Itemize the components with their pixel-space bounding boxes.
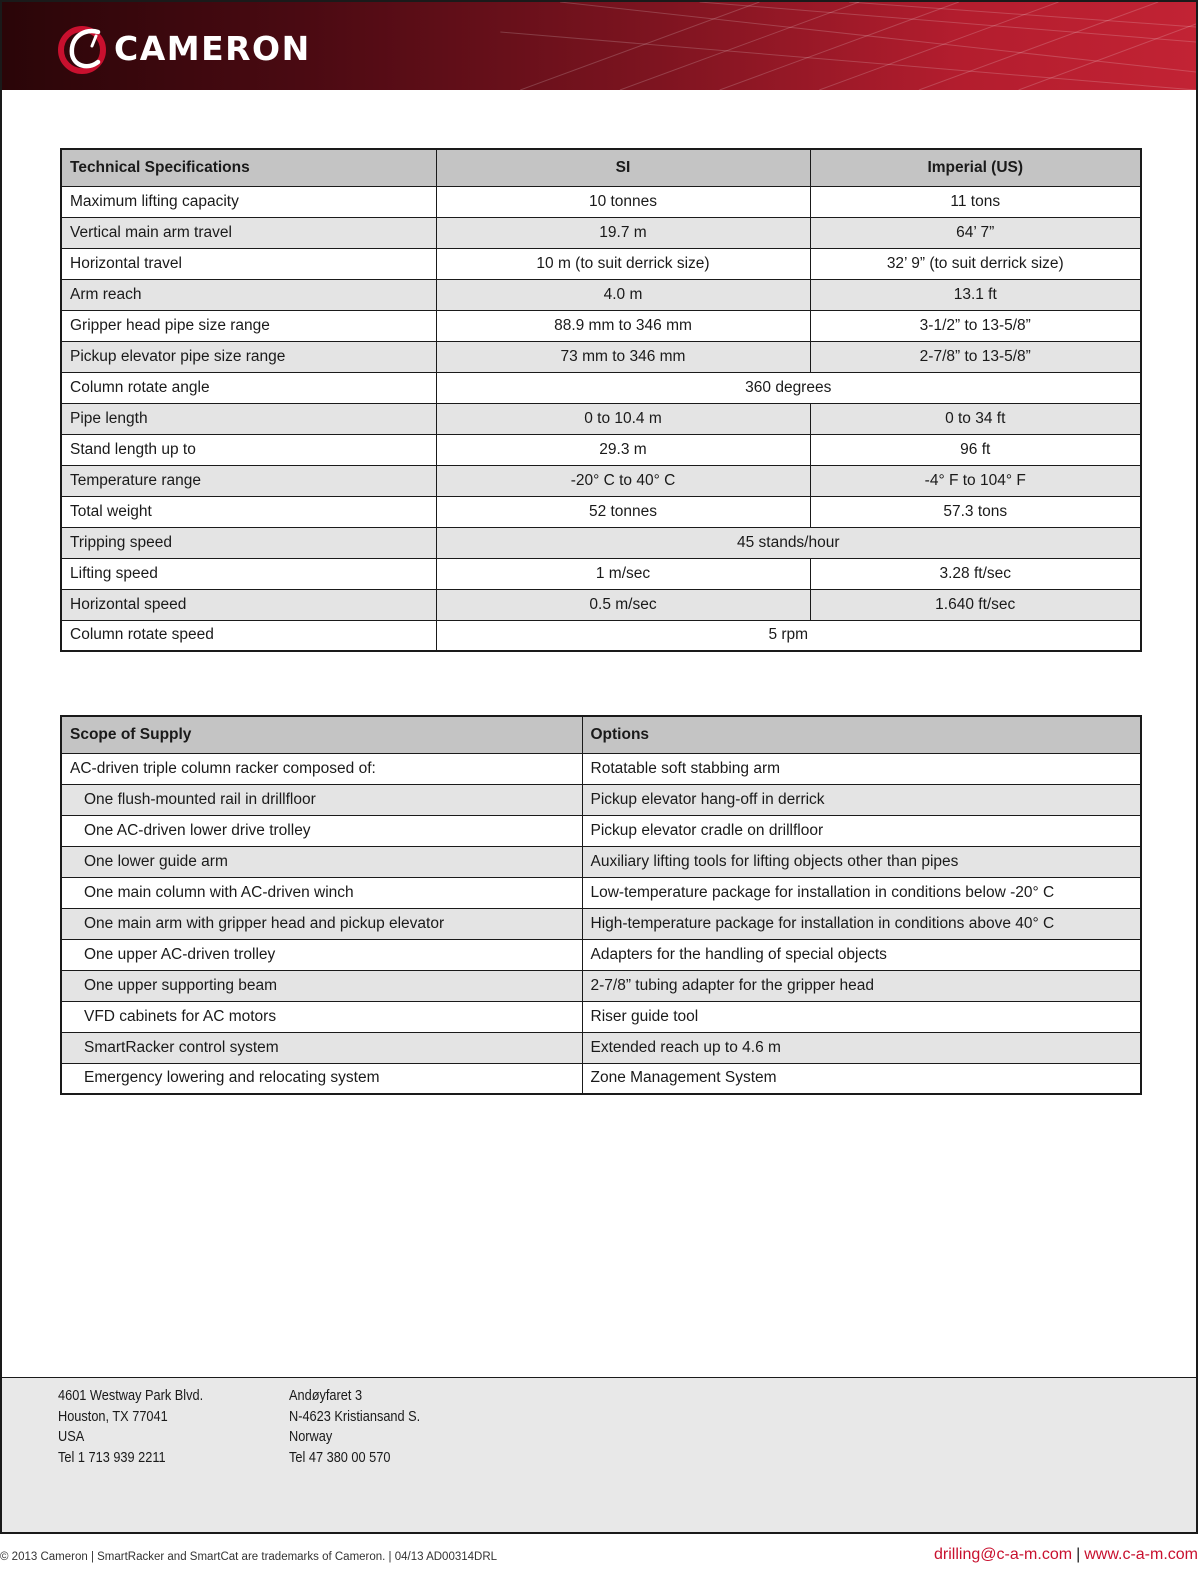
spec-imperial-value: 0 to 34 ft — [810, 403, 1141, 434]
technical-specifications-table — [60, 148, 1142, 652]
spec-merged-value: 5 rpm — [436, 620, 1141, 651]
spec-imperial-value: 57.3 tons — [810, 496, 1141, 527]
scope-item: One lower guide arm — [61, 846, 582, 877]
spec-imperial-value: 96 ft — [810, 434, 1141, 465]
cameron-logo — [58, 22, 311, 74]
footer-address-panel — [2, 1377, 1196, 1534]
option-item: Rotatable soft stabbing arm — [582, 753, 1141, 784]
table-row — [61, 939, 1141, 970]
address-line: Houston, TX 77041 — [58, 1408, 168, 1425]
spec-label: Arm reach — [61, 279, 436, 310]
option-item: Auxiliary lifting tools for lifting objects other than pipes — [582, 846, 1141, 877]
address-phone: Tel 1 713 939 2211 — [58, 1449, 166, 1466]
column-header: Technical Specifications — [61, 149, 436, 186]
cameron-logo-icon — [58, 22, 110, 74]
spec-si-value: 4.0 m — [436, 279, 810, 310]
option-item: Adapters for the handling of special objects — [582, 939, 1141, 970]
contact-links — [934, 1546, 1198, 1564]
brand-name: CAMERON — [114, 28, 311, 68]
spec-si-value: 52 tonnes — [436, 496, 810, 527]
spec-label: Total weight — [61, 496, 436, 527]
table-row — [61, 970, 1141, 1001]
spec-label: Stand length up to — [61, 434, 436, 465]
email-link[interactable]: drilling@c-a-m.com — [934, 1546, 1073, 1563]
spec-label: Temperature range — [61, 465, 436, 496]
column-header: Imperial (US) — [810, 149, 1141, 186]
address-kristiansand — [289, 1386, 438, 1468]
table-row — [61, 217, 1141, 248]
scope-item: One main column with AC-driven winch — [61, 877, 582, 908]
scope-of-supply-table — [60, 715, 1142, 1095]
table-row — [61, 279, 1141, 310]
option-item: High-temperature package for installation in conditions above 40° C — [582, 908, 1141, 939]
table-row — [61, 846, 1141, 877]
spec-label: Pipe length — [61, 403, 436, 434]
address-line: Andøyfaret 3 — [289, 1388, 363, 1404]
scope-item: Emergency lowering and relocating system — [61, 1063, 582, 1094]
table-row — [61, 1032, 1141, 1063]
spec-imperial-value: 3.28 ft/sec — [810, 558, 1141, 589]
option-item: Zone Management System — [582, 1063, 1141, 1094]
spec-label: Vertical main arm travel — [61, 217, 436, 248]
table-row — [61, 784, 1141, 815]
spec-imperial-value: 13.1 ft — [810, 279, 1141, 310]
table-row — [61, 620, 1141, 651]
spec-imperial-value: 64’ 7” — [810, 217, 1141, 248]
option-item: Pickup elevator hang-off in derrick — [582, 784, 1141, 815]
address-phone: Tel 47 380 00 570 — [289, 1449, 391, 1466]
header-banner — [2, 2, 1196, 90]
spec-si-value: 0.5 m/sec — [436, 589, 810, 620]
address-line: 4601 Westway Park Blvd. — [58, 1388, 204, 1404]
spec-si-value: 10 m (to suit derrick size) — [436, 248, 810, 279]
address-line: Norway — [289, 1429, 333, 1445]
table-row — [61, 248, 1141, 279]
column-header: Scope of Supply — [61, 716, 582, 753]
spec-merged-value: 360 degrees — [436, 372, 1141, 403]
spec-si-value: 19.7 m — [436, 217, 810, 248]
column-header: Options — [582, 716, 1141, 753]
spec-merged-value: 45 stands/hour — [436, 527, 1141, 558]
spec-imperial-value: 11 tons — [810, 186, 1141, 217]
table-row — [61, 589, 1141, 620]
spec-imperial-value: 32’ 9” (to suit derrick size) — [810, 248, 1141, 279]
scope-item: One main arm with gripper head and pickup elevator — [61, 908, 582, 939]
table-row — [61, 341, 1141, 372]
table-row — [61, 877, 1141, 908]
address-houston — [58, 1386, 223, 1468]
scope-item: SmartRacker control system — [61, 1032, 582, 1063]
spec-label: Gripper head pipe size range — [61, 310, 436, 341]
scope-item: One upper supporting beam — [61, 970, 582, 1001]
table-row — [61, 403, 1141, 434]
table-row — [61, 372, 1141, 403]
scope-item: One upper AC-driven trolley — [61, 939, 582, 970]
scope-item: AC-driven triple column racker composed of: — [61, 753, 582, 784]
scope-item: VFD cabinets for AC motors — [61, 1001, 582, 1032]
column-header: SI — [436, 149, 810, 186]
spec-label: Column rotate speed — [61, 620, 436, 651]
spec-si-value: 0 to 10.4 m — [436, 403, 810, 434]
table-row — [61, 908, 1141, 939]
table-row — [61, 558, 1141, 589]
spec-imperial-value: -4° F to 104° F — [810, 465, 1141, 496]
table-row — [61, 465, 1141, 496]
table-row — [61, 1063, 1141, 1094]
table-row — [61, 815, 1141, 846]
website-link[interactable]: www.c-a-m.com — [1084, 1546, 1198, 1563]
spec-label: Pickup elevator pipe size range — [61, 341, 436, 372]
spec-imperial-value: 3-1/2” to 13-5/8” — [810, 310, 1141, 341]
table-row — [61, 496, 1141, 527]
scope-item: One AC-driven lower drive trolley — [61, 815, 582, 846]
address-line: N-4623 Kristiansand S. — [289, 1408, 421, 1425]
table-row — [61, 310, 1141, 341]
contact-separator: | — [1076, 1546, 1081, 1563]
spec-label: Lifting speed — [61, 558, 436, 589]
table-header-row — [61, 149, 1141, 186]
table-row — [61, 1001, 1141, 1032]
spec-si-value: 73 mm to 346 mm — [436, 341, 810, 372]
spec-si-value: 1 m/sec — [436, 558, 810, 589]
spec-label: Horizontal speed — [61, 589, 436, 620]
spec-label: Horizontal travel — [61, 248, 436, 279]
scope-item: One flush-mounted rail in drillfloor — [61, 784, 582, 815]
option-item: Low-temperature package for installation in conditions below -20° C — [582, 877, 1141, 908]
table-row — [61, 753, 1141, 784]
spec-label: Tripping speed — [61, 527, 436, 558]
table-row — [61, 186, 1141, 217]
spec-label: Column rotate angle — [61, 372, 436, 403]
table-row — [61, 527, 1141, 558]
option-item: 2-7/8” tubing adapter for the gripper head — [582, 970, 1141, 1001]
address-line: USA — [58, 1429, 85, 1445]
spec-label: Maximum lifting capacity — [61, 186, 436, 217]
option-item: Pickup elevator cradle on drillfloor — [582, 815, 1141, 846]
spec-imperial-value: 1.640 ft/sec — [810, 589, 1141, 620]
spec-si-value: 88.9 mm to 346 mm — [436, 310, 810, 341]
option-item: Extended reach up to 4.6 m — [582, 1032, 1141, 1063]
spec-si-value: 10 tonnes — [436, 186, 810, 217]
spec-si-value: 29.3 m — [436, 434, 810, 465]
spec-si-value: -20° C to 40° C — [436, 465, 810, 496]
table-header-row — [61, 716, 1141, 753]
spec-imperial-value: 2-7/8” to 13-5/8” — [810, 341, 1141, 372]
option-item: Riser guide tool — [582, 1001, 1141, 1032]
table-row — [61, 434, 1141, 465]
legal-notice: © 2013 Cameron | SmartRacker and SmartCat are trademarks of Cameron. | 04/13 AD00314DRL — [0, 1551, 498, 1563]
